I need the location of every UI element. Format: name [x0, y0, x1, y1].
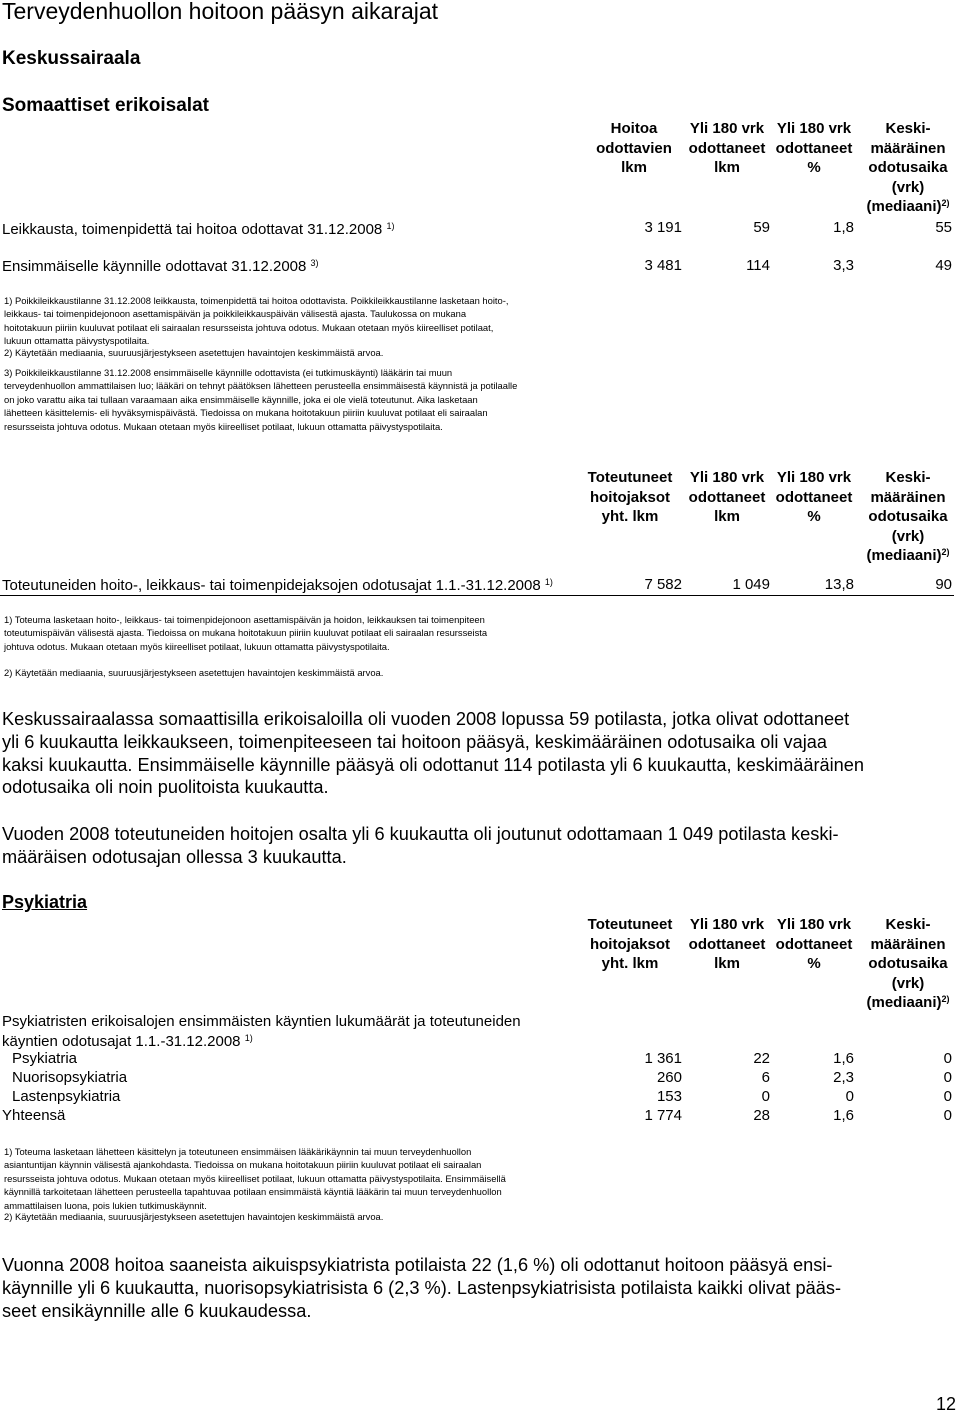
footnotes: 2) Käytetään mediaania, suuruusjärjestykseen asetettujen havaintojen keskimmäistä arvoa. [4, 667, 384, 678]
table-row-label: Ensimmäiselle käynnille odottavat 31.12.2008 $^{3)}$ [2, 258, 319, 275]
table-cell: 22 [753, 1050, 770, 1067]
page-title: Terveydenhuollon hoitoon pääsyn aikarajat [2, 0, 439, 24]
table-cell: 49 [935, 257, 952, 274]
table-cell: 28 [753, 1107, 770, 1124]
footnotes: 2) Käytetään mediaania, suuruusjärjestykseen asetettujen havaintojen keskimmäistä arvoa. [4, 347, 384, 358]
col-header-over180-percent: Yli 180 vrk odottaneet % [775, 120, 853, 176]
psykiatria-heading: Psykiatria [2, 892, 88, 912]
table-cell: 1,6 [833, 1050, 854, 1067]
col-header-waiting-count: Hoitoa odottavien lkm [596, 120, 672, 176]
table-row-label: Psykiatria [12, 1050, 78, 1067]
table-cell: 0 [761, 1088, 770, 1105]
table-cell: 1,8 [833, 219, 854, 236]
table-cell: 1 774 [644, 1107, 682, 1124]
table-row-label: Yhteensä [2, 1107, 66, 1124]
table-row-label: Toteutuneiden hoito-, leikkaus- tai toimenpidejaksojen odotusajat 1.1.-31.12.2008 $^{1)}$ [2, 577, 553, 594]
table-row-label: Nuorisopsykiatria [12, 1069, 128, 1086]
col-header-median-wait: Keski- määräinen odotusaika (vrk) (mediaani)$^{2)}$ [866, 916, 950, 1011]
table-cell: 0 [943, 1069, 952, 1086]
col-header-completed-count: Toteutuneet hoitojaksot yht. lkm [587, 469, 673, 525]
table-group-label: Psykiatristen erikoisalojen ensimmäisten käyntien lukumäärät ja toteutuneiden käyntien odotusajat 1.1.-31.12.2008 $^{1)}$ [2, 1013, 521, 1050]
table-cell: 59 [753, 219, 770, 236]
footnotes: 3) Poikkileikkaustilanne 31.12.2008 ensimmäiselle käynnille odottavista (ei tutkimuskäynti) lääkärin tai muun terveydenhuollon ammattilaisen luo; lääkäri on tehnyt päätöksen lähetteen perusteella ensimmäisestä käynnistä ja potilaalle on joko varattu aika tai tullaan varaamaan aika ensimmäiselle käynnille, joka ei ole vielä toteutunut. Aika lasketaan lähetteen käsittelemis- eli hyväksymispäivästä. Tiedoissa on mukana hoitotakuun piiriin kuuluvat potilaat eli sairaalan resursseista johtuva odotus. Mukaan otetaan myös kiireelliset potilaat, lukuun ottamatta päivystyspotilaita. [4, 367, 518, 432]
footnotes: 1) Toteuma lasketaan lähetteen käsittelyn ja toteutuneen ensimmäisen lääkärikäynnin tai muun terveydenhuollon asiantuntijan käynnin välisestä ajankohdasta. Tiedoissa on mukana hoitotakuun piiriin kuuluvat potilaat eli sairaalan resursseista johtuva odotus. Mukaan otetaan myös kiireelliset potilaat, lukuun ottamatta päivystyspotilaita. Ensimmäisellä käynnillä tarkoitetaan lähetteen perusteella tapahtuvaa potilaan ensimmäistä käyntiä lääkärin tai muun terveydenhuollon ammattilaisen luona, pois lukien tutkimuskäynnit. [4, 1146, 506, 1211]
table-cell: 3 191 [644, 219, 682, 236]
page-number: 12 [935, 1394, 956, 1414]
table-cell: 0 [943, 1088, 952, 1105]
table-cell: 3,3 [833, 257, 854, 274]
subsection-heading: Somaattiset erikoisalat [2, 95, 209, 116]
footnotes: 1) Toteuma lasketaan hoito-, leikkaus- tai toimenpidejonoon asettamispäivän ja hoidon, leikkauksen tai toimenpiteen toteutumispäivän välisestä ajasta. Tiedoissa on mukana hoitotakuun piiriin kuuluvat potilaat eli sairaalan resursseista johtuva odotus. Mukaan otetaan myös kiireelliset potilaat, lukuun ottamatta päivystyspotilaita. [4, 614, 488, 652]
paragraph: Keskussairaalassa somaattisilla erikoisaloilla oli vuoden 2008 lopussa 59 potilasta, jotka olivat odottaneet yli 6 kuukautta leikkaukseen, toimenpiteeseen tai hoitoon pääsyä, keskimääräinen odotusaika oli vajaa kaksi kuukautta. Ensimmäiselle käynnille pääsyä oli odottanut 114 potilasta yli 6 kuukautta, keskimääräinen odotusaika oli noin puolitoista kuukautta. [2, 709, 865, 798]
footnotes: 2) Käytetään mediaania, suuruusjärjestykseen asetettujen havaintojen keskimmäistä arvoa. [4, 1211, 384, 1222]
section-heading: Keskussairaala [2, 48, 141, 69]
col-header-over180-percent: Yli 180 vrk odottaneet % [775, 469, 853, 525]
col-header-over180-count: Yli 180 vrk odottaneet lkm [688, 120, 766, 176]
table-cell: 13,8 [824, 576, 854, 593]
table-cell: 6 [761, 1069, 770, 1086]
col-header-over180-count: Yli 180 vrk odottaneet lkm [688, 469, 766, 525]
col-header-over180-count: Yli 180 vrk odottaneet lkm [688, 916, 766, 972]
table-cell: 0 [943, 1050, 952, 1067]
footnotes: 1) Poikkileikkaustilanne 31.12.2008 leikkausta, toimenpidettä tai hoitoa odottavista. Poikkileikkaustilanne lasketaan hoito-, leikkaus- tai toimenpidejonoon asettamispäivän ja poikkileikkauspäivän välisestä ajasta. Taulukossa on mukana hoitotakuun piiriin kuuluvat potilaat eli sairaalan resursseista johtuva odotus. Mukaan otetaan myös kiireelliset potilaat, lukuun ottamatta päivystyspotilaita. [4, 295, 509, 347]
table-cell: 114 [746, 257, 770, 274]
table-cell: 1 361 [644, 1050, 682, 1067]
table-divider [0, 595, 954, 596]
table-cell: 7 582 [644, 576, 682, 593]
paragraph: Vuonna 2008 hoitoa saaneista aikuispsykiatrista potilaista 22 (1,6 %) oli odottanut hoitoon pääsyä ensi- käynnille yli 6 kuukautta, nuorisopsykiatrisista 6 (2,3 %). Lastenpsykiatrisista potilaista kaikki olivat pääs- seet ensikäynnille alle 6 kuukaudessa. [2, 1255, 842, 1321]
table-row-label: Leikkausta, toimenpidettä tai hoitoa odottavat 31.12.2008 $^{1)}$ [2, 221, 395, 238]
table-cell: 55 [935, 219, 952, 236]
table-cell: 90 [935, 576, 952, 593]
table-cell: 1,6 [833, 1107, 854, 1124]
col-header-completed-count: Toteutuneet hoitojaksot yht. lkm [587, 916, 673, 972]
table-cell: 0 [943, 1107, 952, 1124]
col-header-over180-percent: Yli 180 vrk odottaneet % [775, 916, 853, 972]
col-header-median-wait: Keski- määräinen odotusaika (vrk) (mediaani)$^{2)}$ [866, 469, 950, 564]
table-cell: 3 481 [644, 257, 682, 274]
table-cell: 2,3 [833, 1069, 854, 1086]
table-cell: 153 [656, 1088, 682, 1105]
table-cell: 260 [656, 1069, 682, 1086]
col-header-median-wait: Keski- määräinen odotusaika (vrk) (mediaani)$^{2)}$ [866, 120, 950, 215]
table-cell: 1 049 [732, 576, 770, 593]
paragraph: Vuoden 2008 toteutuneiden hoitojen osalta yli 6 kuukautta oli joutunut odottamaan 1 049 potilasta keski- määräisen odotusajan ollessa 3 kuukautta. [2, 824, 839, 867]
table-cell: 0 [845, 1088, 854, 1105]
table-row-label: Lastenpsykiatria [12, 1088, 121, 1105]
